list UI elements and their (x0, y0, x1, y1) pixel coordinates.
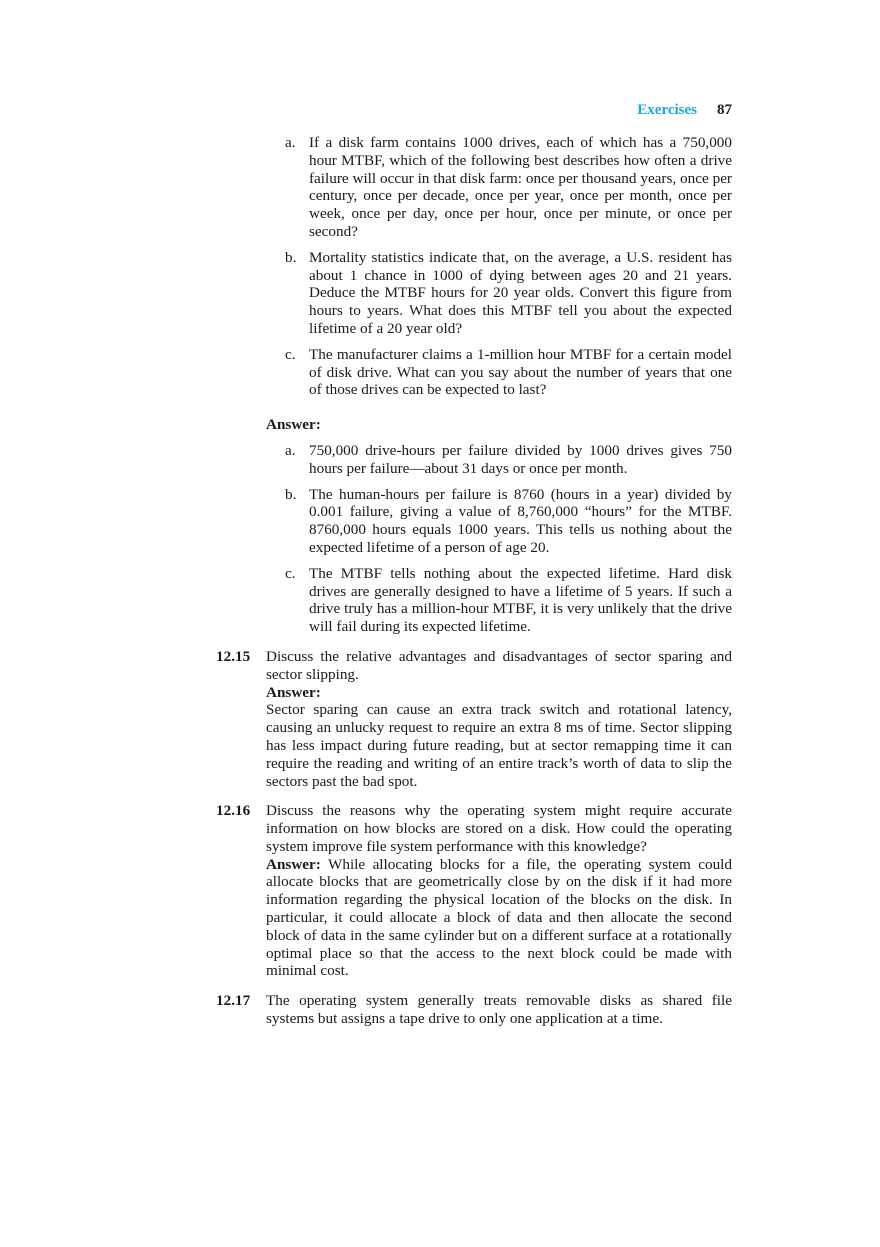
exercise-answer: Sector sparing can cause an extra track switch and rotational latency, causing an unlucky request to require an extra 8 ms of time. Sector slipping has less impact during future reading, but at sector remapping time it can require the reading and writing of an entire track’s worth of data to slip the sectors past the bad spot. (266, 701, 732, 790)
item-text: If a disk farm contains 1000 drives, each of which has a 750,000 hour MTBF, which of the following best describes how often a drive failure will occur in that disk farm: once per thousand years, once per century, once per decade, once per year, once per month, once per week, once per day, once per hour, once per minute, or once per second? (309, 134, 732, 240)
question-item-c (216, 346, 732, 399)
exercise-question: Discuss the reasons why the operating system might require accurate information on how blocks are stored on a disk. How could the operating system improve file system performance with this knowledge? (266, 802, 732, 855)
exercise-12-16 (216, 802, 732, 980)
exercise-12-15 (216, 648, 732, 790)
item-label: c. (285, 345, 296, 363)
item-text: The MTBF tells nothing about the expected lifetime. Hard disk drives are generally designed to have a lifetime of 5 years. If such a drive truly has a million-hour MTBF, it is very unlikely that the drive will fail during its expected lifetime. (309, 564, 732, 636)
exercise-question: The operating system generally treats removable disks as shared file systems but assigns a tape drive to only one application at a time. (266, 992, 732, 1028)
page-body (216, 134, 732, 1028)
answer-item-c (216, 565, 732, 636)
item-text: The manufacturer claims a 1-million hour MTBF for a certain model of disk drive. What can you say about the number of years that one of those drives can be expected to last? (309, 345, 732, 399)
exercise-question: Discuss the relative advantages and disadvantages of sector sparing and sector slipping. (266, 647, 732, 683)
item-label: a. (285, 134, 296, 151)
answer-heading: Answer: (266, 416, 321, 434)
exercise-number: 12.16 (216, 802, 251, 820)
answer-label: Answer: (266, 855, 321, 873)
answer-item-b (216, 486, 732, 557)
answer-item-a (216, 442, 732, 478)
answer-label: Answer: (266, 683, 321, 701)
section-title: Exercises (637, 102, 697, 118)
item-label: b. (285, 248, 297, 266)
question-item-b (216, 249, 732, 338)
item-label: a. (285, 441, 296, 459)
exercise-answer: While allocating blocks for a file, the operating system could allocate blocks that are geometrically close by on the disk if it had more information regarding the physical location of the blocks on the disk. In particular, it could allocate a block of data and then allocate the second block of data in the same cylinder but on a different surface at a rotationally optimal place so that the access to the next block could be made with minimal cost. (266, 855, 732, 980)
question-item-a (216, 134, 732, 241)
exercise-number: 12.15 (216, 647, 251, 665)
item-label: b. (285, 485, 297, 503)
exercise-12-17 (216, 992, 732, 1028)
page-number: 87 (717, 102, 732, 118)
running-header (266, 100, 732, 120)
item-text: Mortality statistics indicate that, on the average, a U.S. resident has about 1 chance in 1000 of dying between ages 20 and 21 years. Deduce the MTBF hours for 20 year olds. Convert this figure from hours to years. What does this MTBF tell you about the expected lifetime of a 20 year old? (309, 248, 732, 337)
item-text: 750,000 drive-hours per failure divided by 1000 drives gives 750 hours per failure—about 31 days or once per month. (309, 441, 732, 477)
exercise-number: 12.17 (216, 992, 251, 1010)
item-text: The human-hours per failure is 8760 (hours in a year) divided by 0.001 failure, giving a value of 8,760,000 “hours” for the MTBF. 8760,000 hours equals 1000 years. This tells us nothing about the expected lifetime of a person of age 20. (309, 485, 732, 556)
item-label: c. (285, 564, 296, 582)
